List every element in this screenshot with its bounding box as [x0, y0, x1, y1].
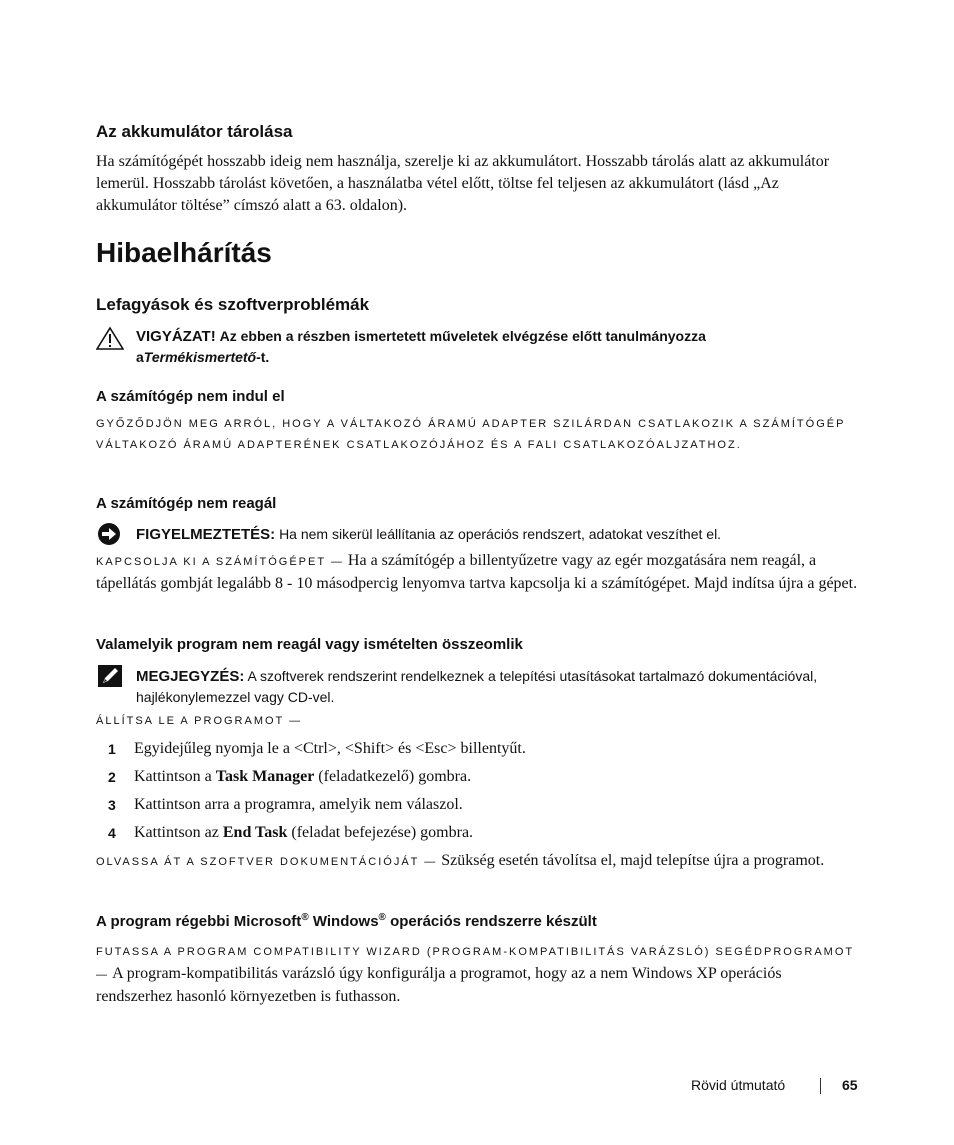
notice-arrow-icon [96, 522, 124, 546]
step-number: 2 [108, 769, 116, 785]
notice-label: FIGYELMEZTETÉS: [136, 526, 276, 543]
section-heading-battery-storage: Az akkumulátor tárolása [96, 122, 293, 141]
compat-wizard-body: A program-kompatibilitás varázsló úgy konfigurálja a programot, hogy az a nem Windows XP operációs rendszerhez hasonló környezetben is futhasson. [96, 965, 782, 1005]
compat-wizard-lead: FUTASSA A PROGRAM COMPATIBILITY WIZARD (PROGRAM-KOMPATIBILITÁS VARÁZSLÓ) SEGÉDPROGRAMOT — [96, 946, 854, 981]
read-docs-lead: OLVASSA ÁT A SZOFTVER DOKUMENTÁCIÓJÁT — [96, 856, 438, 868]
battery-storage-paragraph: Ha számítógépét hosszabb ideig nem használja, szerelje ki az akkumulátort. Hosszabb tárolás alatt az akkumulátor lemerül. Hosszabb tárolást követően, a használatba vétel előtt, töltse fel teljesen az akkumulátort (lásd „Az akkumulátor töltése” címszó alatt a 63. oldalon). [96, 153, 830, 214]
caution-triangle-icon [96, 326, 124, 350]
step-text: Egyidejűleg nyomja le a <Ctrl>, <Shift> és <Esc> billentyűt. [134, 740, 526, 757]
list-item [96, 822, 856, 850]
subheading-older-windows: A program régebbi Microsoft® Windows® operációs rendszerre készült [96, 912, 597, 930]
power-off-body: Ha a számítógép a billentyűzetre vagy az egér mozgatására nem reagál, a tápellátás gombját legalább 8 - 10 másodpercig lenyomva tartva kapcsolja ki a számítógépet. Majd indítsa újra a gépet. [96, 552, 858, 592]
caution-suffix: -t. [256, 349, 270, 365]
note-text [136, 666, 826, 707]
step-text: Kattintson az End Task (feladat befejezése) gombra. [134, 824, 474, 841]
note-pencil-icon [96, 664, 124, 688]
caution-label: VIGYÁZAT! [136, 328, 216, 345]
subheading-not-responding: A számítógép nem reagál [96, 495, 277, 512]
caution-text [136, 326, 826, 367]
power-off-lead: KAPCSOLJA KI A SZÁMÍTÓGÉPET — [96, 556, 344, 568]
notice-body: Ha nem sikerül leállítania az operációs rendszert, adatokat veszíthet el. [279, 526, 722, 542]
no-start-instruction: GYŐZŐDJÖN MEG ARRÓL, HOGY A VÁLTAKOZÓ ÁRAMÚ ADAPTER SZILÁRDAN CSATLAKOZIK A SZÁMÍTÓGÉP VÁLTAKOZÓ ÁRAMÚ ADAPTERÉNEK CSATLAKOZÓJÁHOZ ÉS A FALI CSATLAKOZÓALJZATHOZ. [96, 418, 846, 451]
step-number: 4 [108, 825, 116, 841]
list-item [96, 738, 856, 766]
note-label: MEGJEGYZÉS: [136, 668, 245, 685]
power-off-paragraph [96, 550, 861, 595]
stop-program-lead: ÁLLÍTSA LE A PROGRAMOT — [96, 715, 303, 727]
section-heading-freezes: Lefagyások és szoftverproblémák [96, 295, 370, 314]
page-title: Hibaelhárítás [96, 237, 272, 268]
list-item [96, 794, 856, 822]
subheading-program-crash: Valamelyik program nem reagál vagy ismételten összeomlik [96, 636, 523, 653]
step-text: Kattintson a Task Manager (feladatkezelő) gombra. [134, 768, 472, 785]
list-item [96, 766, 856, 794]
steps-list [96, 738, 856, 850]
step-text: Kattintson arra a programra, amelyik nem válaszol. [134, 796, 463, 813]
step-number: 3 [108, 797, 116, 813]
page-number: 65 [842, 1077, 858, 1093]
footer-guide-title: Rövid útmutató [691, 1077, 786, 1093]
note-body: A szoftverek rendszerint rendelkeznek a telepítési utasításokat tartalmazó dokumentációval, hajlékonylemezzel vagy CD-vel. [136, 668, 818, 705]
compat-wizard-paragraph [96, 940, 861, 1008]
read-docs-paragraph [96, 850, 826, 873]
caution-italic-doc: Termékismertető [143, 349, 257, 365]
notice-text [136, 524, 826, 545]
caution-body: Az ebben a részben ismertetett műveletek elvégzése előtt tanulmányozza a [136, 328, 706, 365]
footer-divider [820, 1078, 821, 1094]
subheading-no-start: A számítógép nem indul el [96, 388, 285, 405]
read-docs-body: Szükség esetén távolítsa el, majd telepítse újra a programot. [441, 852, 825, 869]
step-number: 1 [108, 741, 116, 757]
